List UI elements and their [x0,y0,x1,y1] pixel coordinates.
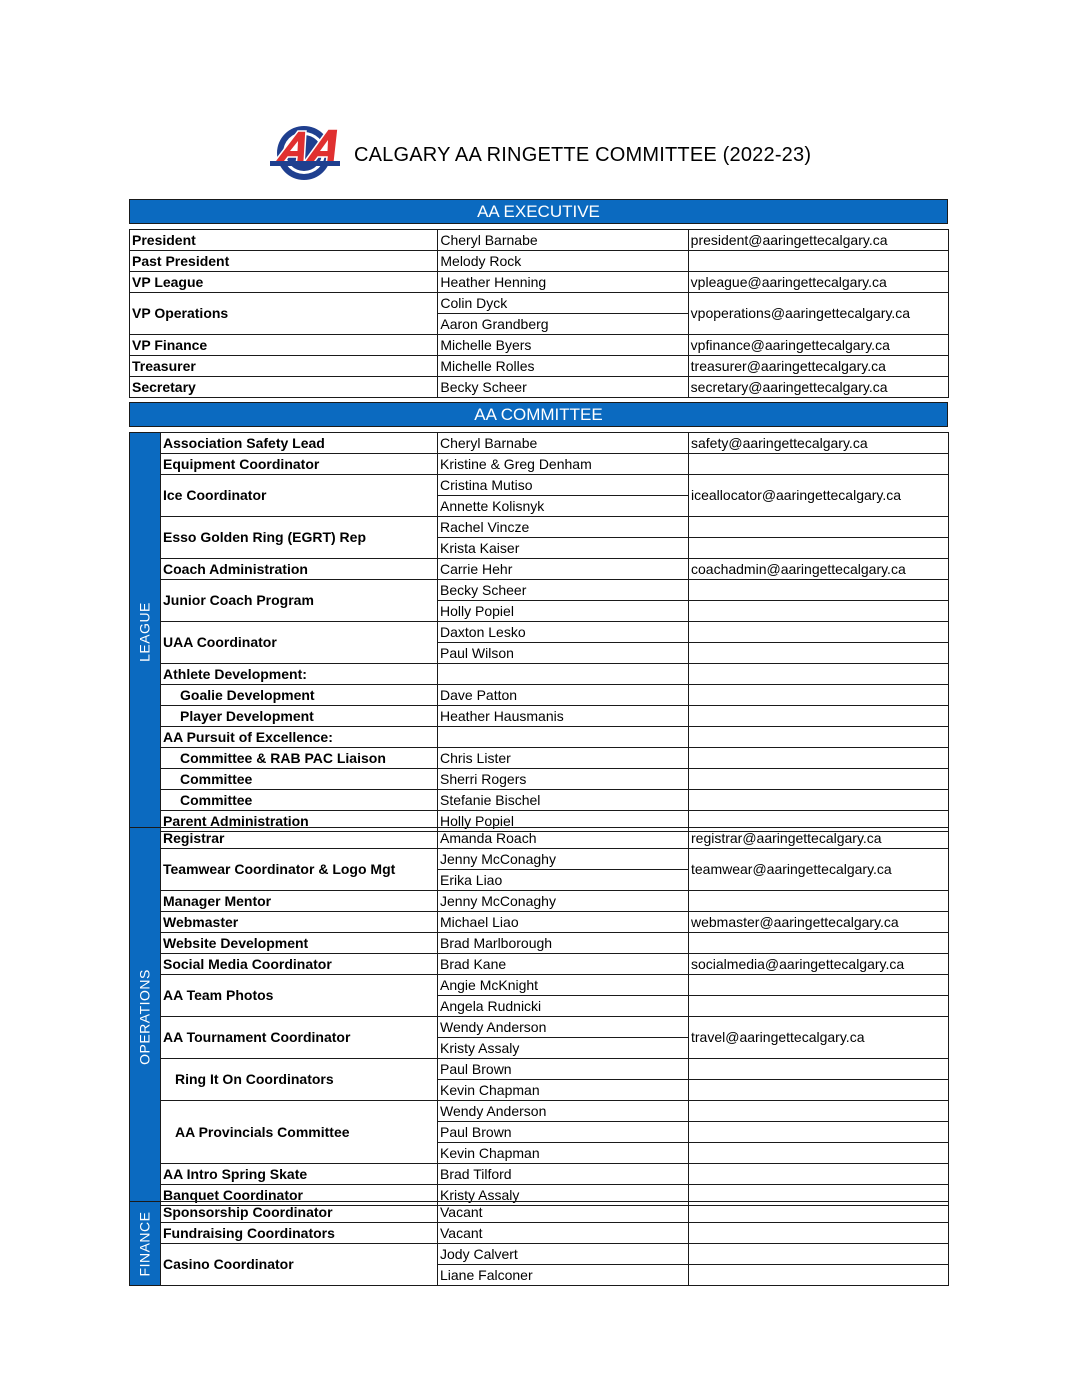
role-cell: Junior Coach Program [161,580,438,622]
table-row [130,356,949,377]
role-cell: VP Finance [130,335,438,356]
email-cell: secretary@aaringettecalgary.ca [688,377,948,398]
email-cell [689,933,949,954]
role-cell: Ice Coordinator [161,475,438,517]
member-name: Dave Patton [438,685,689,706]
role-cell: Association Safety Lead [161,433,438,454]
role-cell: Committee & RAB PAC Liaison [161,748,438,769]
email-cell [689,1164,949,1185]
table-row [130,790,949,811]
member-name: Rachel Vincze [438,517,689,538]
email-cell [689,748,949,769]
email-cell: president@aaringettecalgary.ca [688,230,948,251]
section-side-label [130,828,161,1206]
member-name: Kevin Chapman [438,1080,689,1101]
member-name: Michelle Rolles [438,356,688,377]
role-cell: UAA Coordinator [161,622,438,664]
email-cell: vpoperations@aaringettecalgary.ca [688,293,948,335]
section-label-text: LEAGUE [136,602,153,662]
member-name: Becky Scheer [438,580,689,601]
table-row [130,1202,949,1223]
email-cell [689,538,949,559]
email-cell [689,1143,949,1164]
page-title: CALGARY AA RINGETTE COMMITTEE (2022-23) [354,143,812,166]
role-cell: Esso Golden Ring (EGRT) Rep [161,517,438,559]
role-cell: Registrar [161,828,438,849]
email-cell [689,706,949,727]
email-cell [689,517,949,538]
email-cell [689,996,949,1017]
section-label-text: FINANCE [136,1211,153,1276]
email-cell [689,1202,949,1223]
member-name [438,727,689,748]
email-cell [689,664,949,685]
roster-table [129,229,949,398]
role-cell: VP Operations [130,293,438,335]
member-name: Jenny McConaghy [438,891,689,912]
role-cell: AA Team Photos [161,975,438,1017]
role-cell: Treasurer [130,356,438,377]
table-row [130,622,949,643]
member-name: Cheryl Barnabe [438,433,689,454]
member-name: Colin Dyck [438,293,688,314]
role-cell: AA Tournament Coordinator [161,1017,438,1059]
role-cell: Banquet Coordinator [161,1185,438,1206]
role-cell: Athlete Development: [161,664,438,685]
table-row [130,230,949,251]
email-cell [689,1101,949,1122]
table-row [130,891,949,912]
operations-table [129,827,949,1206]
member-name: Brad Kane [438,954,689,975]
email-cell: vpleague@aaringettecalgary.ca [688,272,948,293]
page-header [268,123,811,183]
member-name: Kristy Assaly [438,1038,689,1059]
executive-heading: AA EXECUTIVE [129,199,948,224]
table-row [130,1059,949,1080]
committee-heading: AA COMMITTEE [129,402,948,427]
table-row [130,1101,949,1122]
member-name: Annette Kolisnyk [438,496,689,517]
email-cell [689,1244,949,1265]
aa-ringette-logo-icon [268,123,344,183]
role-cell: Social Media Coordinator [161,954,438,975]
role-cell: Parent Administration [161,811,438,832]
table-row [130,433,949,454]
member-name: Angie McKnight [438,975,689,996]
member-name: Brad Marlborough [438,933,689,954]
role-cell: AA Intro Spring Skate [161,1164,438,1185]
member-name: Paul Wilson [438,643,689,664]
member-name: Heather Hausmanis [438,706,689,727]
email-cell [689,975,949,996]
email-cell: travel@aaringettecalgary.ca [689,1017,949,1059]
member-name: Michael Liao [438,912,689,933]
table-row [130,1164,949,1185]
email-cell [689,454,949,475]
member-name: Amanda Roach [438,828,689,849]
role-cell: Secretary [130,377,438,398]
email-cell [689,1122,949,1143]
roster-table [129,827,949,1206]
table-row [130,664,949,685]
table-row [130,975,949,996]
table-row [130,559,949,580]
member-name: Paul Brown [438,1059,689,1080]
email-cell [689,622,949,643]
email-cell: safety@aaringettecalgary.ca [689,433,949,454]
email-cell [689,727,949,748]
table-row [130,706,949,727]
role-cell: Ring It On Coordinators [161,1059,438,1101]
section-side-label [130,433,161,832]
table-row [130,377,949,398]
role-cell: Sponsorship Coordinator [161,1202,438,1223]
email-cell: webmaster@aaringettecalgary.ca [689,912,949,933]
role-cell: President [130,230,438,251]
role-cell: Website Development [161,933,438,954]
table-row [130,1017,949,1038]
role-cell: Webmaster [161,912,438,933]
member-name: Wendy Anderson [438,1101,689,1122]
table-row [130,293,949,314]
email-cell [689,685,949,706]
email-cell [689,643,949,664]
role-cell: Manager Mentor [161,891,438,912]
table-row [130,1223,949,1244]
member-name: Kevin Chapman [438,1143,689,1164]
table-row [130,580,949,601]
executive-table [129,229,949,398]
role-cell: Past President [130,251,438,272]
member-name: Angela Rudnicki [438,996,689,1017]
email-cell: iceallocator@aaringettecalgary.ca [689,475,949,517]
member-name: Jenny McConaghy [438,849,689,870]
email-cell [689,1080,949,1101]
member-name: Stefanie Bischel [438,790,689,811]
member-name: Holly Popiel [438,811,689,832]
email-cell [689,790,949,811]
role-cell: Teamwear Coordinator & Logo Mgt [161,849,438,891]
role-cell: Goalie Development [161,685,438,706]
email-cell: socialmedia@aaringettecalgary.ca [689,954,949,975]
roster-table [129,432,949,832]
email-cell: treasurer@aaringettecalgary.ca [688,356,948,377]
league-table [129,432,949,832]
table-row [130,517,949,538]
member-name [438,664,689,685]
member-name: Wendy Anderson [438,1017,689,1038]
table-row [130,454,949,475]
member-name: Aaron Grandberg [438,314,688,335]
member-name: Melody Rock [438,251,688,272]
role-cell: Coach Administration [161,559,438,580]
member-name: Chris Lister [438,748,689,769]
member-name: Kristy Assaly [438,1185,689,1206]
member-name: Brad Tilford [438,1164,689,1185]
role-cell: Equipment Coordinator [161,454,438,475]
section-label-text: OPERATIONS [136,968,153,1065]
table-row [130,475,949,496]
member-name: Sherri Rogers [438,769,689,790]
role-cell: AA Provincials Committee [161,1101,438,1164]
member-name: Cristina Mutiso [438,475,689,496]
email-cell: vpfinance@aaringettecalgary.ca [688,335,948,356]
roster-table [129,1201,949,1286]
email-cell [689,601,949,622]
member-name: Vacant [438,1223,689,1244]
email-cell: teamwear@aaringettecalgary.ca [689,849,949,891]
section-side-label [130,1202,161,1286]
email-cell [689,1059,949,1080]
table-row [130,748,949,769]
table-row [130,272,949,293]
role-cell: Committee [161,790,438,811]
table-row [130,1244,949,1265]
email-cell [689,1223,949,1244]
member-name: Cheryl Barnabe [438,230,688,251]
role-cell: AA Pursuit of Excellence: [161,727,438,748]
member-name: Erika Liao [438,870,689,891]
table-row [130,849,949,870]
email-cell: registrar@aaringettecalgary.ca [689,828,949,849]
table-row [130,828,949,849]
table-row [130,912,949,933]
role-cell: Fundraising Coordinators [161,1223,438,1244]
member-name: Kristine & Greg Denham [438,454,689,475]
table-row [130,685,949,706]
member-name: Krista Kaiser [438,538,689,559]
member-name: Liane Falconer [438,1265,689,1286]
member-name: Carrie Hehr [438,559,689,580]
member-name: Holly Popiel [438,601,689,622]
table-row [130,933,949,954]
email-cell [689,769,949,790]
member-name: Heather Henning [438,272,688,293]
member-name: Jody Calvert [438,1244,689,1265]
finance-table [129,1201,949,1286]
table-row [130,954,949,975]
role-cell: Casino Coordinator [161,1244,438,1286]
table-row [130,335,949,356]
email-cell [688,251,948,272]
role-cell: Player Development [161,706,438,727]
member-name: Vacant [438,1202,689,1223]
role-cell: VP League [130,272,438,293]
email-cell [689,891,949,912]
email-cell [689,1265,949,1286]
table-row [130,769,949,790]
email-cell: coachadmin@aaringettecalgary.ca [689,559,949,580]
member-name: Michelle Byers [438,335,688,356]
member-name: Daxton Lesko [438,622,689,643]
table-row [130,251,949,272]
member-name: Becky Scheer [438,377,688,398]
role-cell: Committee [161,769,438,790]
email-cell [689,580,949,601]
member-name: Paul Brown [438,1122,689,1143]
table-row [130,727,949,748]
